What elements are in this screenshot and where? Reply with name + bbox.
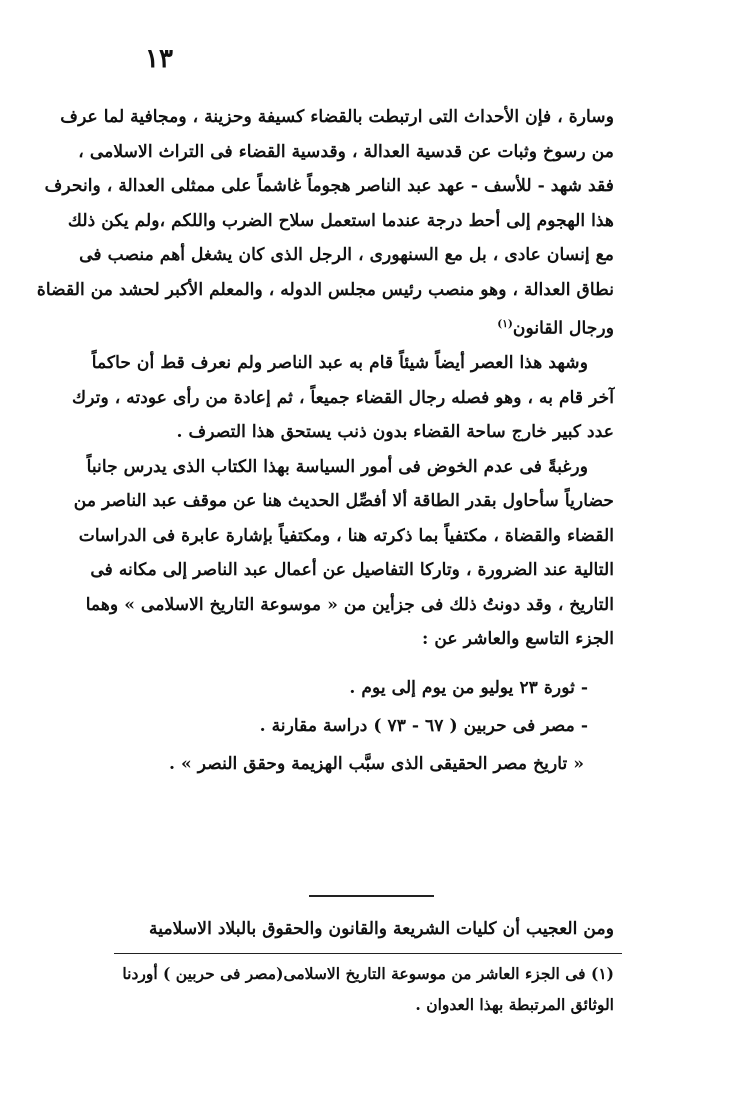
page-number: ١٣ [145,44,173,74]
text-line: القضاء والقضاة ، مكتفياً بما ذكرته هنا ، ومكتفياً بإشارة عابرة فى الدراسات [78,525,614,546]
main-text [36,100,614,783]
text-line: التاريخ ، وقد دونتُ ذلك فى جزأين من « موسوعة التاريخ الاسلامى » وهما [85,594,614,615]
text-line: حضارياً سأحاول بقدر الطاقة ألا أفصِّل الحديث هنا عن موقف عبد الناصر من [73,491,614,512]
text-line: وسارة ، فإن الأحداث التى ارتبطت بالقضاء كسيفة وحزينة ، ومجافية لما عرف [60,107,614,127]
text-line: آخر قام به ، وهو فصله رجال القضاء جميعاً ، ثم إعادة من رأى عودته ، وترك [72,387,614,408]
text-line: فقد شهد - للأسف - عهد عبد الناصر هجوماً غاشماً على ممثلى العدالة ، وانحرف [44,176,614,196]
footnote [114,958,614,1020]
paragraph-2 [72,346,614,450]
text-line [114,307,614,346]
paragraph-4: ومن العجيب أن كليات الشريعة والقانون والحقوق بالبلاد الاسلامية [149,919,614,939]
list-item: - مصر فى حربين ( ٦٧ - ٧٣ ) دراسة مقارنة . [259,715,588,736]
text-fragment: ورجال القانون [512,318,614,339]
text-line: من رسوخ وثبات عن قدسية العدالة ، وقدسية القضاء فى التراث الاسلامى ، [78,141,614,162]
text-line: هذا الهجوم إلى أحط درجة عندما استعمل سلاح الضرب واللكم ،ولم يكن ذلك [67,210,614,231]
footnote-line: (١) فى الجزء العاشر من موسوعة التاريخ الاسلامى(مصر فى حربين ) أوردنا [122,964,614,983]
list-item: - ثورة ٢٣ يوليو من يوم إلى يوم . [349,677,588,698]
text-line: ورغبةً فى عدم الخوض فى أمور السياسة بهذا الكتاب الذى يدرس جانباً [86,456,588,477]
paragraph-1 [36,100,614,346]
footnote-marker: (١) [497,318,513,330]
text-line: مع إنسان عادى ، بل مع السنهورى ، الرجل الذى كان يشغل أهم منصب فى [79,245,614,265]
footnote-line: الوثائق المرتبطة بهذا العدوان . [415,995,614,1014]
text-line: وشهد هذا العصر أيضاً شيئاً قام به عبد الناصر ولم نعرف قط أن حاكماً [91,353,588,374]
text-line: عدد كبير خارج ساحة القضاء بدون ذنب يستحق هذا التصرف . [176,422,614,443]
list-item: « تاريخ مصر الحقيقى الذى سبَّب الهزيمة وحقق النصر » . [169,753,584,774]
paragraph-3 [73,450,614,657]
text-line: نطاق العدالة ، وهو منصب رئيس مجلس الدوله ، والمعلم الأكبر لحشد من القضاة [36,279,614,300]
book-list [114,669,614,783]
text-line: التالية عند الضرورة ، وتاركا التفاصيل عن أعمال عبد الناصر إلى مكانه فى [90,560,614,581]
footnote-divider [114,953,622,954]
text-line: الجزء التاسع والعاشر عن : [422,629,614,650]
section-divider [309,895,434,897]
